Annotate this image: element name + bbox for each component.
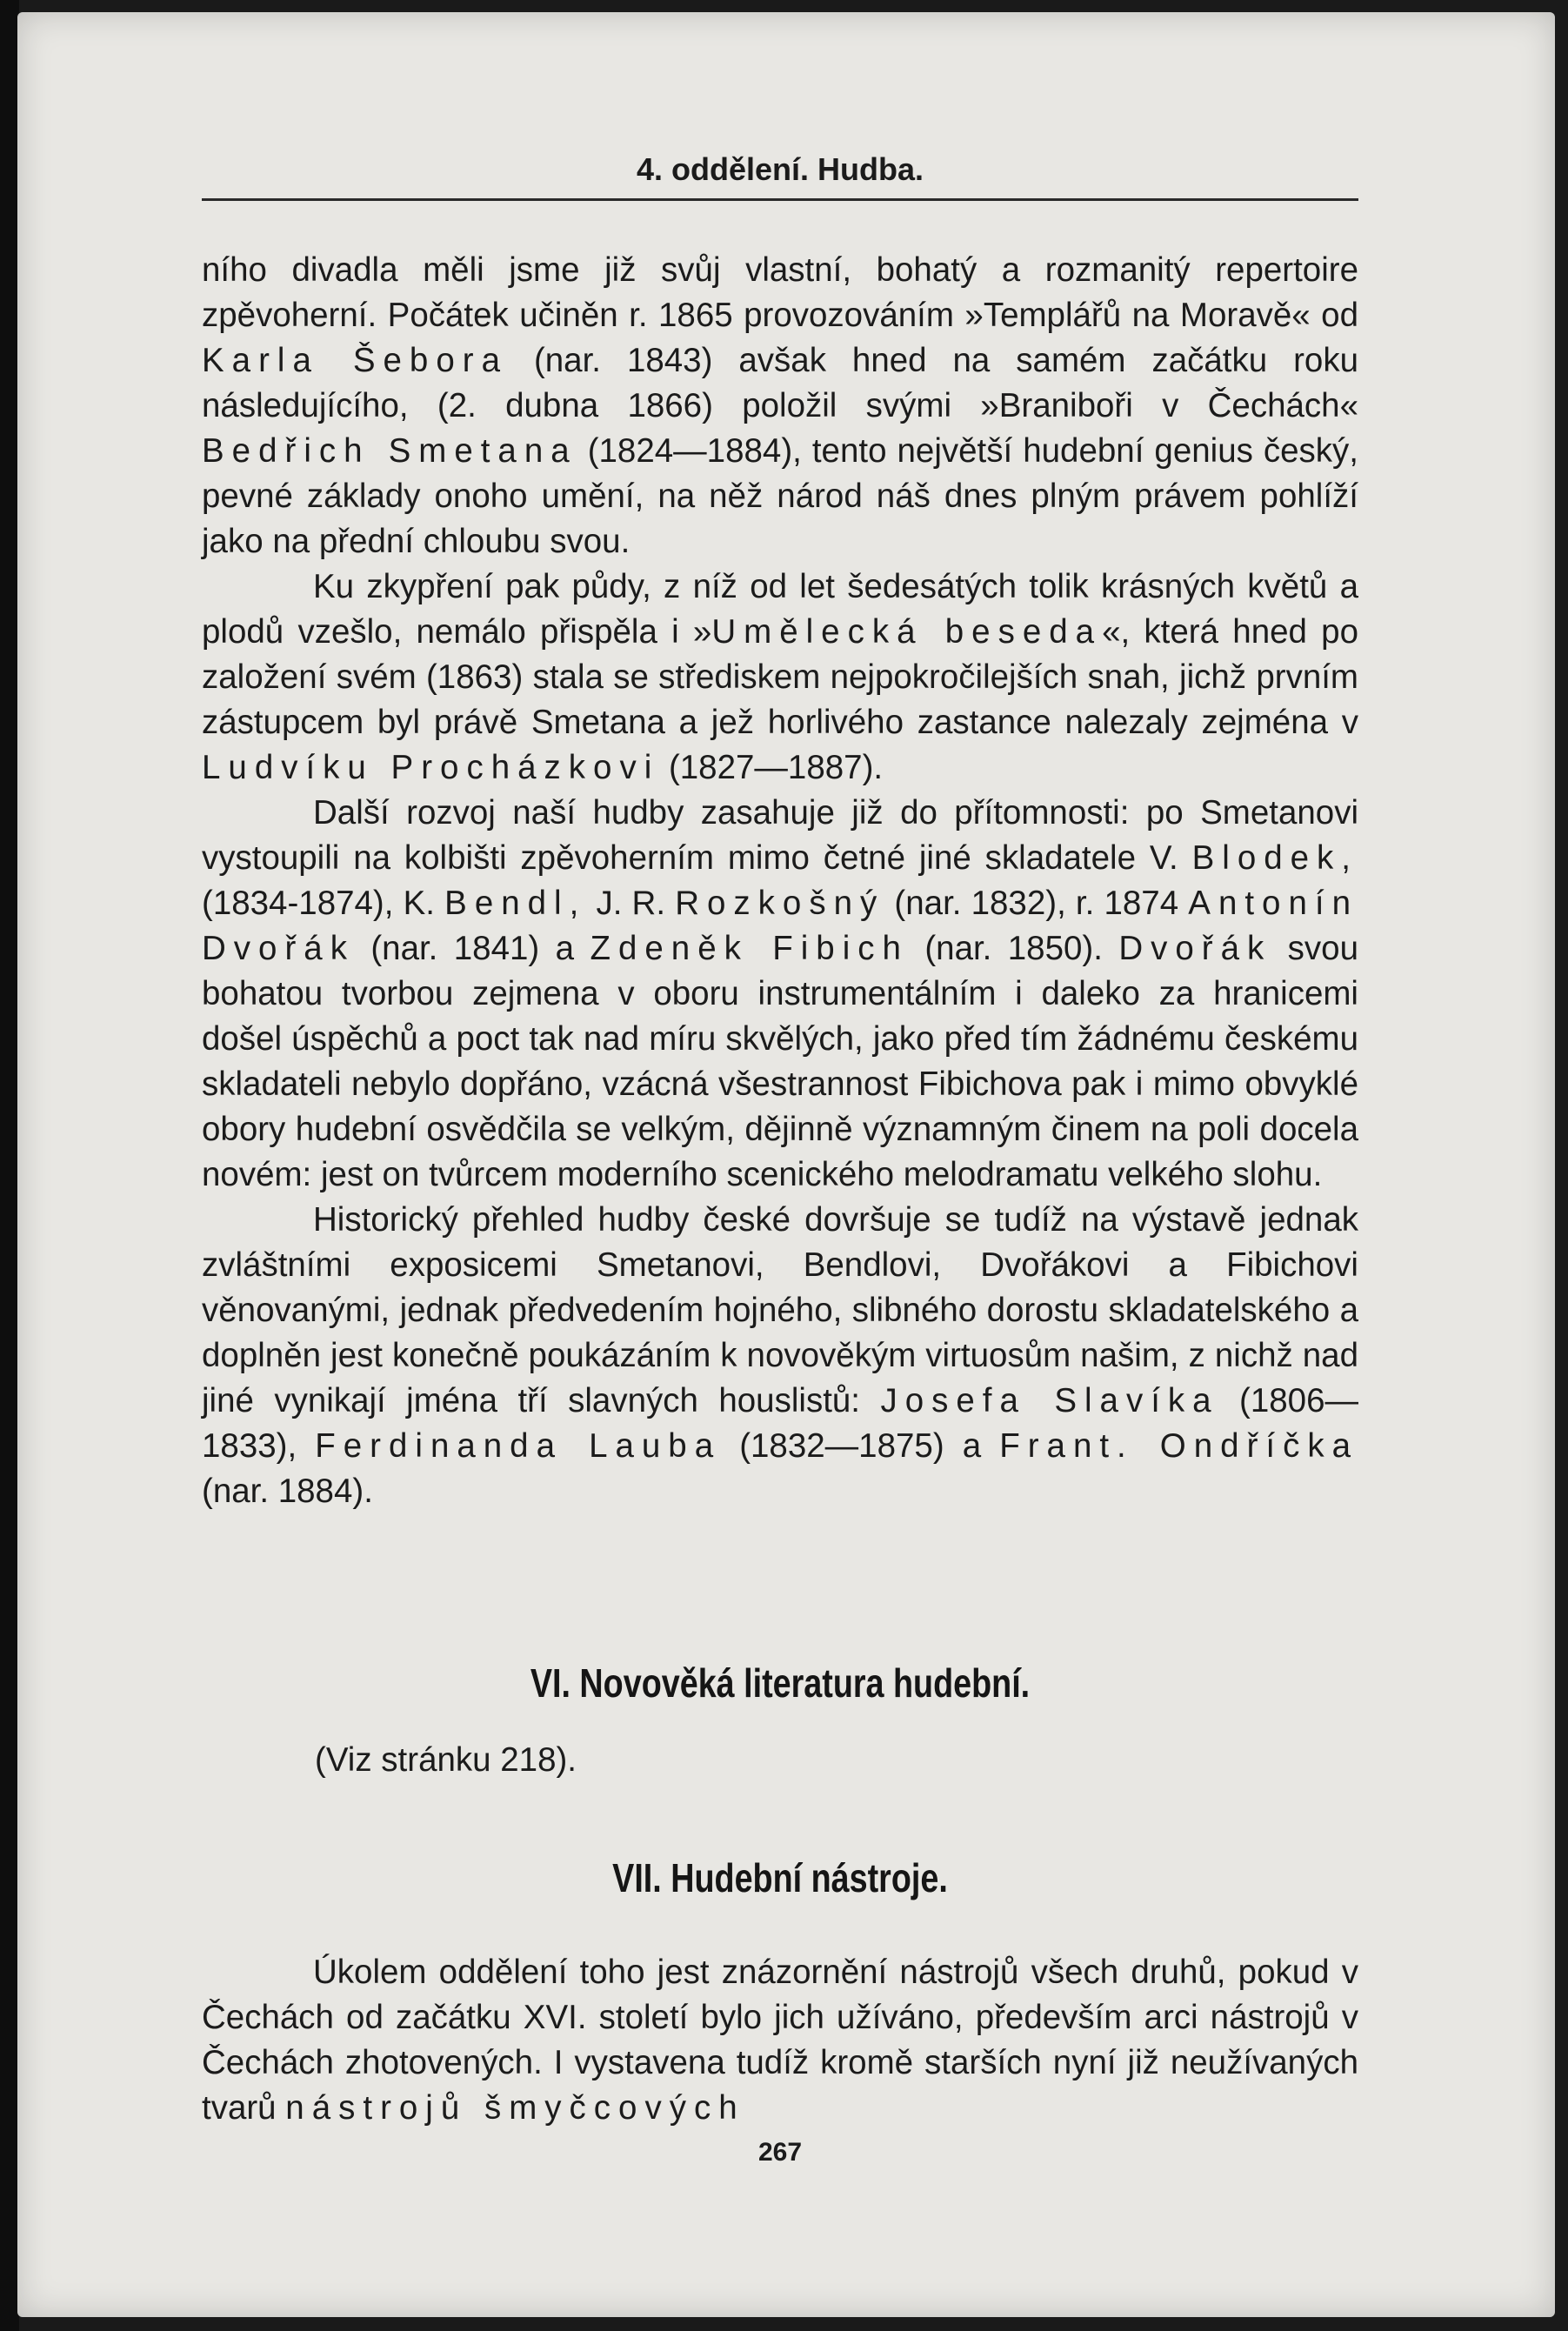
paragraph-4: Historický přehled hudby české dovršuje se tudíž na výstavě jednak zvláštními exposicemi Smetanovi, Bendlovi, Dvořákovi a Fibichovi věnovanými, jednak předvedením hojného, slibného dorostu skladatelského a doplněn jest konečně poukázáním k novověkým virtuosům našim, z nichž nad jiné vynikají jména tří slavných houslistů: Josefa Slavíka (1806—1833), Ferdinanda Lauba (1832—1875) a Frant. Ondříčka (nar. 1884). bbox=[202, 1201, 1359, 1510]
book-spine-edge bbox=[0, 0, 19, 2331]
paragraph-2: Ku zkypření pak půdy, z níž od let šedesátých tolik krásných květů a plodů vzešlo, nemálo přispěla i »Umělecká beseda«, která hned po založení svém (1863) stala se střediskem nejpokročilejších snah, jichž prvním zástupcem byl právě Smetana a jež horlivého zastance nalezaly zejména v Ludvíku Procházkovi (1827—1887). bbox=[202, 568, 1358, 786]
person-name: Bedřich Smetana bbox=[202, 432, 577, 470]
person-name: Bendl, bbox=[444, 885, 587, 922]
cross-reference-note: (Viz stránku 218). bbox=[315, 1741, 577, 1779]
person-name: Blodek, bbox=[1191, 839, 1359, 877]
header-rule bbox=[202, 198, 1358, 201]
section-vii-text bbox=[202, 1950, 1358, 2131]
heading-section-vi: VI. Novověká literatura hudební. bbox=[530, 1660, 1031, 1706]
person-name: Antonín Dvořák bbox=[202, 885, 1358, 967]
person-name: Rozkošný bbox=[675, 885, 885, 922]
society-name: Umělecká beseda bbox=[711, 613, 1103, 651]
person-name: Ludvíku Procházkovi bbox=[202, 749, 660, 786]
person-name: Josefa Slavíka bbox=[880, 1382, 1219, 1419]
paragraph-vii-1: Úkolem oddělení toho jest znázornění nástrojů všech druhů, pokud v Čechách od začátku XVI. století bylo jich užíváno, především arci nástrojů v Čechách zhotovených. I vystavena tudíž kromě starších nyní již neužívaných tvarů nástrojů šmyčcových bbox=[202, 1954, 1358, 2127]
person-name: Dvořák bbox=[1118, 930, 1272, 967]
main-text-block bbox=[202, 248, 1358, 1514]
person-name: Frant. Ondříčka bbox=[999, 1427, 1359, 1465]
person-name: Zdeněk Fibich bbox=[590, 930, 909, 967]
paragraph-1: ního divadla měli jsme již svůj vlastní, bohatý a rozmanitý repertoire zpěvoherní. Počátek učiněn r. 1865 provozováním »Templářů na Moravě« od Karla Šebora (nar. 1843) avšak hned na samém začátku roku následujícího, (2. dubna 1866) položil svými »Braniboři v Čechách« Bedřich Smetana (1824—1884), tento největší hudební genius český, pevné základy onoho umění, na něž národ náš dnes plným právem pohlíží jako na přední chloubu svou. bbox=[202, 251, 1358, 560]
instrument-term: nástrojů šmyčcových bbox=[285, 2089, 745, 2127]
paragraph-3: Další rozvoj naší hudby zasahuje již do přítomnosti: po Smetanovi vystoupili na kolbišti zpěvoherním mimo četné jiné skladatele V. Blodek, (1834-1874), K. Bendl, J. R. Rozkošný (nar. 1832), r. 1874 Antonín Dvořák (nar. 1841) a Zdeněk Fibich (nar. 1850). Dvořák svou bohatou tvorbou zejmena v oboru instrumentálním i daleko za hranicemi došel úspěchů a poct tak nad míru skvělých, jako před tím žádnému českému skladateli nebylo dopřáno, vzácná všestrannost Fibichova pak i mimo obvyklé obory hudební osvědčila se velkým, dějinně významným činem na poli docela novém: jest on tvůrcem moderního scenického melodramatu velkého slohu. bbox=[202, 794, 1359, 1193]
page-number: 267 bbox=[757, 2138, 803, 2167]
person-name: Karla Šebora bbox=[202, 342, 508, 379]
person-name: Ferdinanda Lauba bbox=[315, 1427, 722, 1465]
running-header: 4. oddělení. Hudba. bbox=[636, 151, 924, 187]
heading-section-vii: VII. Hudební nástroje. bbox=[612, 1855, 948, 1900]
